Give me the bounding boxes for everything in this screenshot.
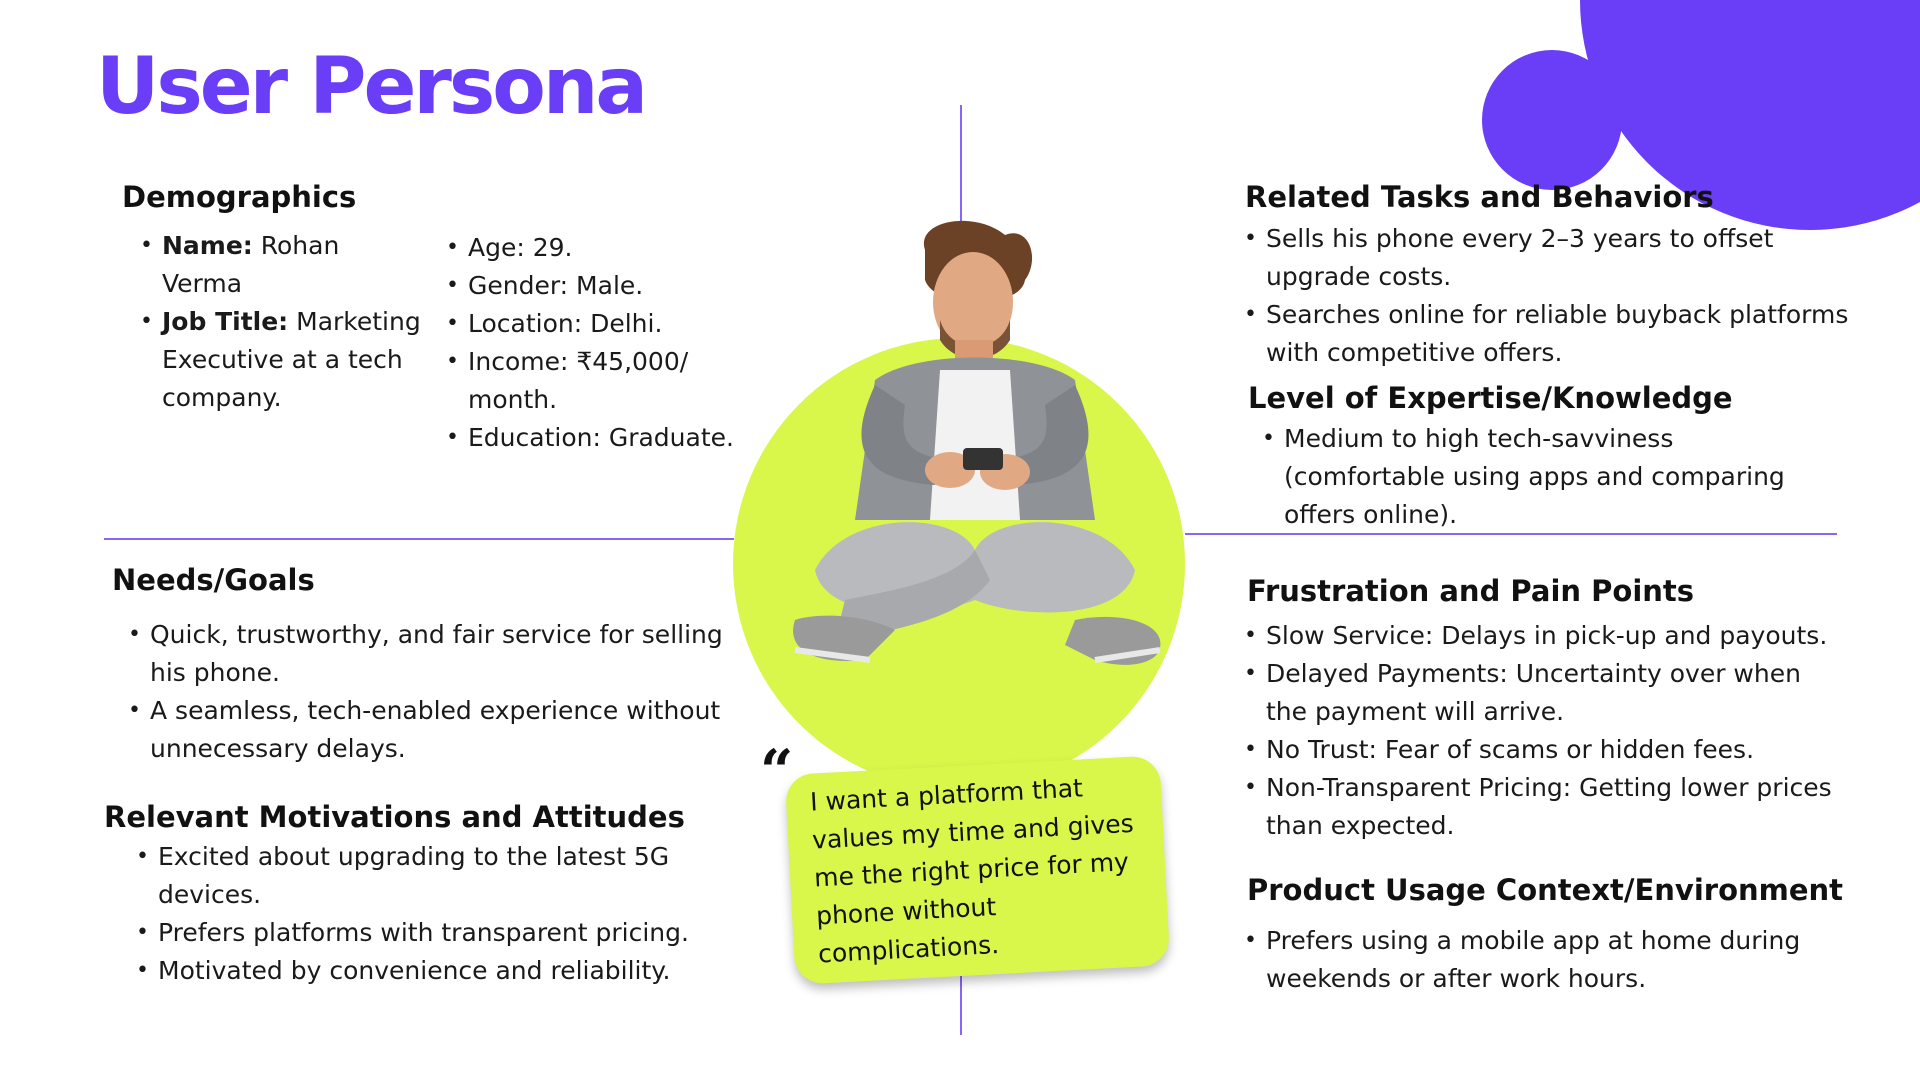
usage-heading: Product Usage Context/Environment: [1247, 873, 1844, 907]
list-item: • Location: Delhi.: [442, 305, 742, 343]
frustrations-heading: Frustration and Pain Points: [1247, 574, 1695, 608]
page-title: User Persona: [96, 42, 645, 132]
list-item: • Sells his phone every 2–3 years to offset upgrade costs.: [1240, 220, 1806, 296]
quote-text: I want a platform that values my time and gives me the right price for my phone without complications.: [809, 773, 1135, 969]
tasks-list: [1240, 220, 1860, 372]
decorative-circle-small: [1482, 50, 1622, 190]
list-item: • Motivated by convenience and reliability.: [132, 952, 732, 990]
demographics-right-list: [442, 229, 742, 457]
list-item: • Non-Transparent Pricing: Getting lower prices than expected.: [1240, 769, 1866, 845]
quote-mark-icon: “: [760, 737, 794, 805]
list-item: • Education: Graduate.: [442, 419, 742, 457]
list-item: • A seamless, tech-enabled experience without unnecessary delays.: [124, 692, 740, 768]
demographics-heading: Demographics: [122, 180, 357, 214]
needs-list: [124, 616, 754, 768]
horizontal-divider-left: [104, 538, 734, 540]
list-item: • No Trust: Fear of scams or hidden fees.: [1240, 731, 1860, 769]
list-item: • Name: Rohan Verma: [136, 227, 426, 303]
demographics-left-list: [136, 227, 426, 417]
quote-box: [785, 755, 1170, 984]
frustrations-list: [1240, 617, 1860, 845]
list-item: • Job Title: Marketing Executive at a tech company.: [136, 303, 426, 417]
expertise-heading: Level of Expertise/Knowledge: [1248, 381, 1733, 415]
list-item: • Age: 29.: [442, 229, 742, 267]
tasks-heading: Related Tasks and Behaviors: [1245, 180, 1714, 214]
list-item: • Excited about upgrading to the latest 5G devices.: [132, 838, 718, 914]
list-item: • Medium to high tech-savviness (comfortable using apps and comparing offers online).: [1258, 420, 1824, 534]
motivations-list: [132, 838, 732, 990]
list-item: • Prefers platforms with transparent pricing.: [132, 914, 732, 952]
list-item: • Prefers using a mobile app at home during weekends or after work hours.: [1240, 922, 1846, 998]
motivations-heading: Relevant Motivations and Attitudes: [104, 800, 685, 834]
list-item: • Slow Service: Delays in pick-up and payouts.: [1240, 617, 1860, 655]
list-item: • Income: ₹45,000/ month.: [442, 343, 708, 419]
usage-list: [1240, 922, 1840, 998]
list-item: • Quick, trustworthy, and fair service for selling his phone.: [124, 616, 754, 692]
list-item: • Delayed Payments: Uncertainty over when the payment will arrive.: [1240, 655, 1826, 731]
persona-photo: [775, 220, 1165, 725]
needs-heading: Needs/Goals: [112, 563, 315, 597]
list-item: • Gender: Male.: [442, 267, 742, 305]
list-item: • Searches online for reliable buyback platforms with competitive offers.: [1240, 296, 1860, 372]
expertise-list: [1258, 420, 1838, 534]
